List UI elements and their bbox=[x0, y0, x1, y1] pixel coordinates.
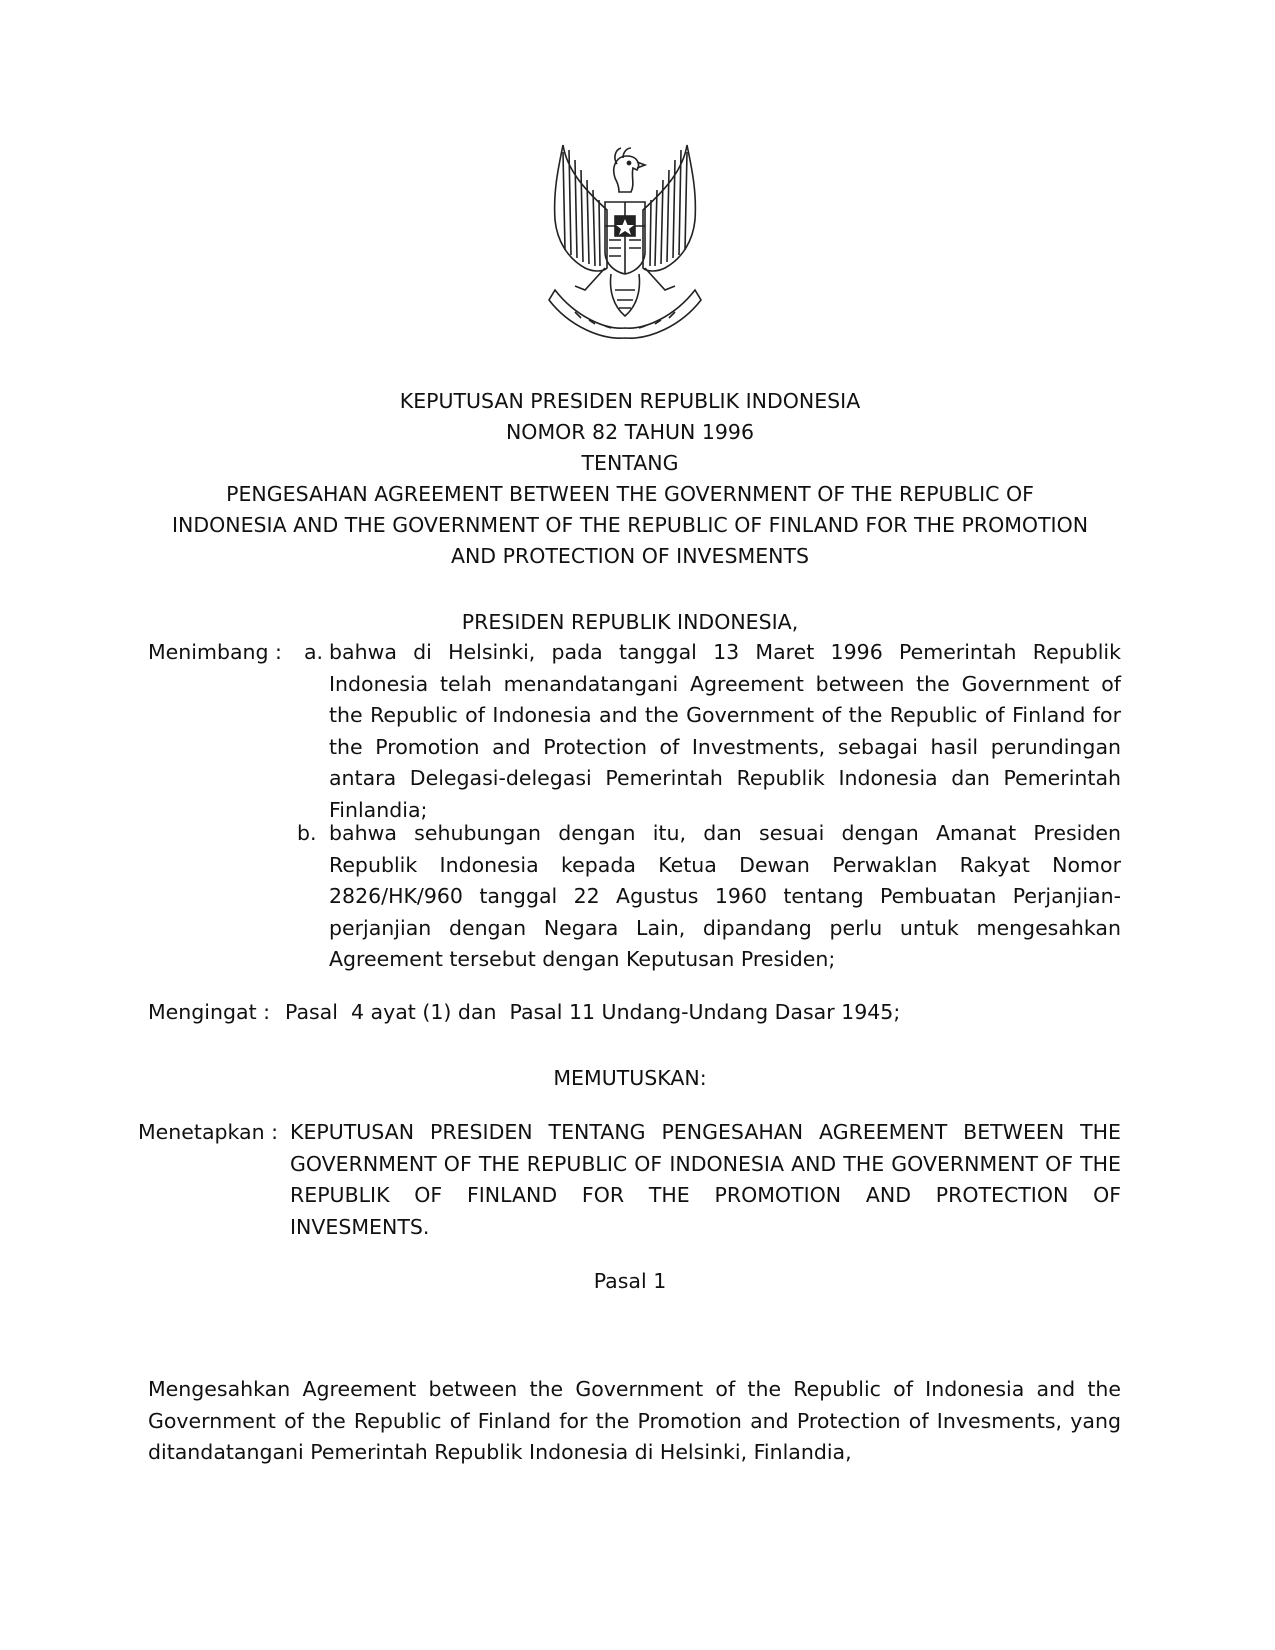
item-b-marker: b. bbox=[297, 821, 317, 845]
menetapkan-label: Menetapkan : bbox=[138, 1120, 279, 1144]
item-a-text: bahwa di Helsinki, pada tanggal 13 Maret 1996 Pemerintah Republik Indonesia telah menandatangani Agreement between the Government of the Republic of Indonesia and the Government of the Republic of Finland for the Promotion and Protection of Investments, sebagai hasil perundingan antara Delegasi-delegasi Pemerintah Republik Indonesia dan Pemerintah Finlandia; bbox=[329, 640, 1121, 822]
pasal-1-title: Pasal 1 bbox=[593, 1269, 667, 1293]
header-subject-line-3: AND PROTECTION OF INVESMENTS bbox=[450, 544, 810, 568]
garuda-emblem-icon bbox=[545, 140, 705, 350]
header-number: NOMOR 82 TAHUN 1996 bbox=[505, 420, 755, 444]
decree-header bbox=[140, 386, 1120, 572]
menetapkan-text: KEPUTUSAN PRESIDEN TENTANG PENGESAHAN AGREEMENT BETWEEN THE GOVERNMENT OF THE REPUBLIC OF INDONESIA AND THE GOVERNMENT OF THE REPUBLIK OF FINLAND FOR THE PROMOTION AND PROTECTION OF INVESMENTS. bbox=[290, 1120, 1121, 1239]
mengingat-section bbox=[0, 997, 1275, 1029]
mengingat-text: Pasal 4 ayat (1) dan Pasal 11 Undang-Undang Dasar 1945; bbox=[285, 1000, 901, 1024]
pasal-1-text: Mengesahkan Agreement between the Government of the Republic of Indonesia and the Government of the Republic of Finland for the Promotion and Protection of Invesments, yang ditandatangani Pemerintah Republik Indonesia di Helsinki, Finlandia, bbox=[148, 1377, 1121, 1464]
memutuskan-heading: MEMUTUSKAN: bbox=[553, 1066, 707, 1090]
menetapkan-section bbox=[0, 1117, 1275, 1247]
header-subject-line-2: INDONESIA AND THE GOVERNMENT OF THE REPUBLIC OF FINLAND FOR THE PROMOTION bbox=[171, 513, 1089, 537]
mengingat-label: Mengingat : bbox=[148, 1000, 271, 1024]
header-tentang: TENTANG bbox=[581, 451, 679, 475]
menimbang-label: Menimbang : bbox=[148, 640, 282, 664]
header-subject-line-1: PENGESAHAN AGREEMENT BETWEEN THE GOVERNMENT OF THE REPUBLIC OF bbox=[226, 482, 1034, 506]
menimbang-section bbox=[0, 637, 1275, 977]
header-title: KEPUTUSAN PRESIDEN REPUBLIK INDONESIA bbox=[399, 389, 861, 413]
item-b-text: bahwa sehubungan dengan itu, dan sesuai dengan Amanat Presiden Republik Indonesia kepada Ketua Dewan Perwaklan Rakyat Nomor 2826/HK/960 tanggal 22 Agustus 1960 tentang Pembuatan Perjanjian-perjanjian dengan Negara Lain, dipandang perlu untuk mengesahkan Agreement tersebut dengan Keputusan Presiden; bbox=[329, 821, 1121, 971]
item-a-marker: a. bbox=[304, 640, 324, 664]
president-heading: PRESIDEN REPUBLIK INDONESIA, bbox=[461, 610, 799, 634]
